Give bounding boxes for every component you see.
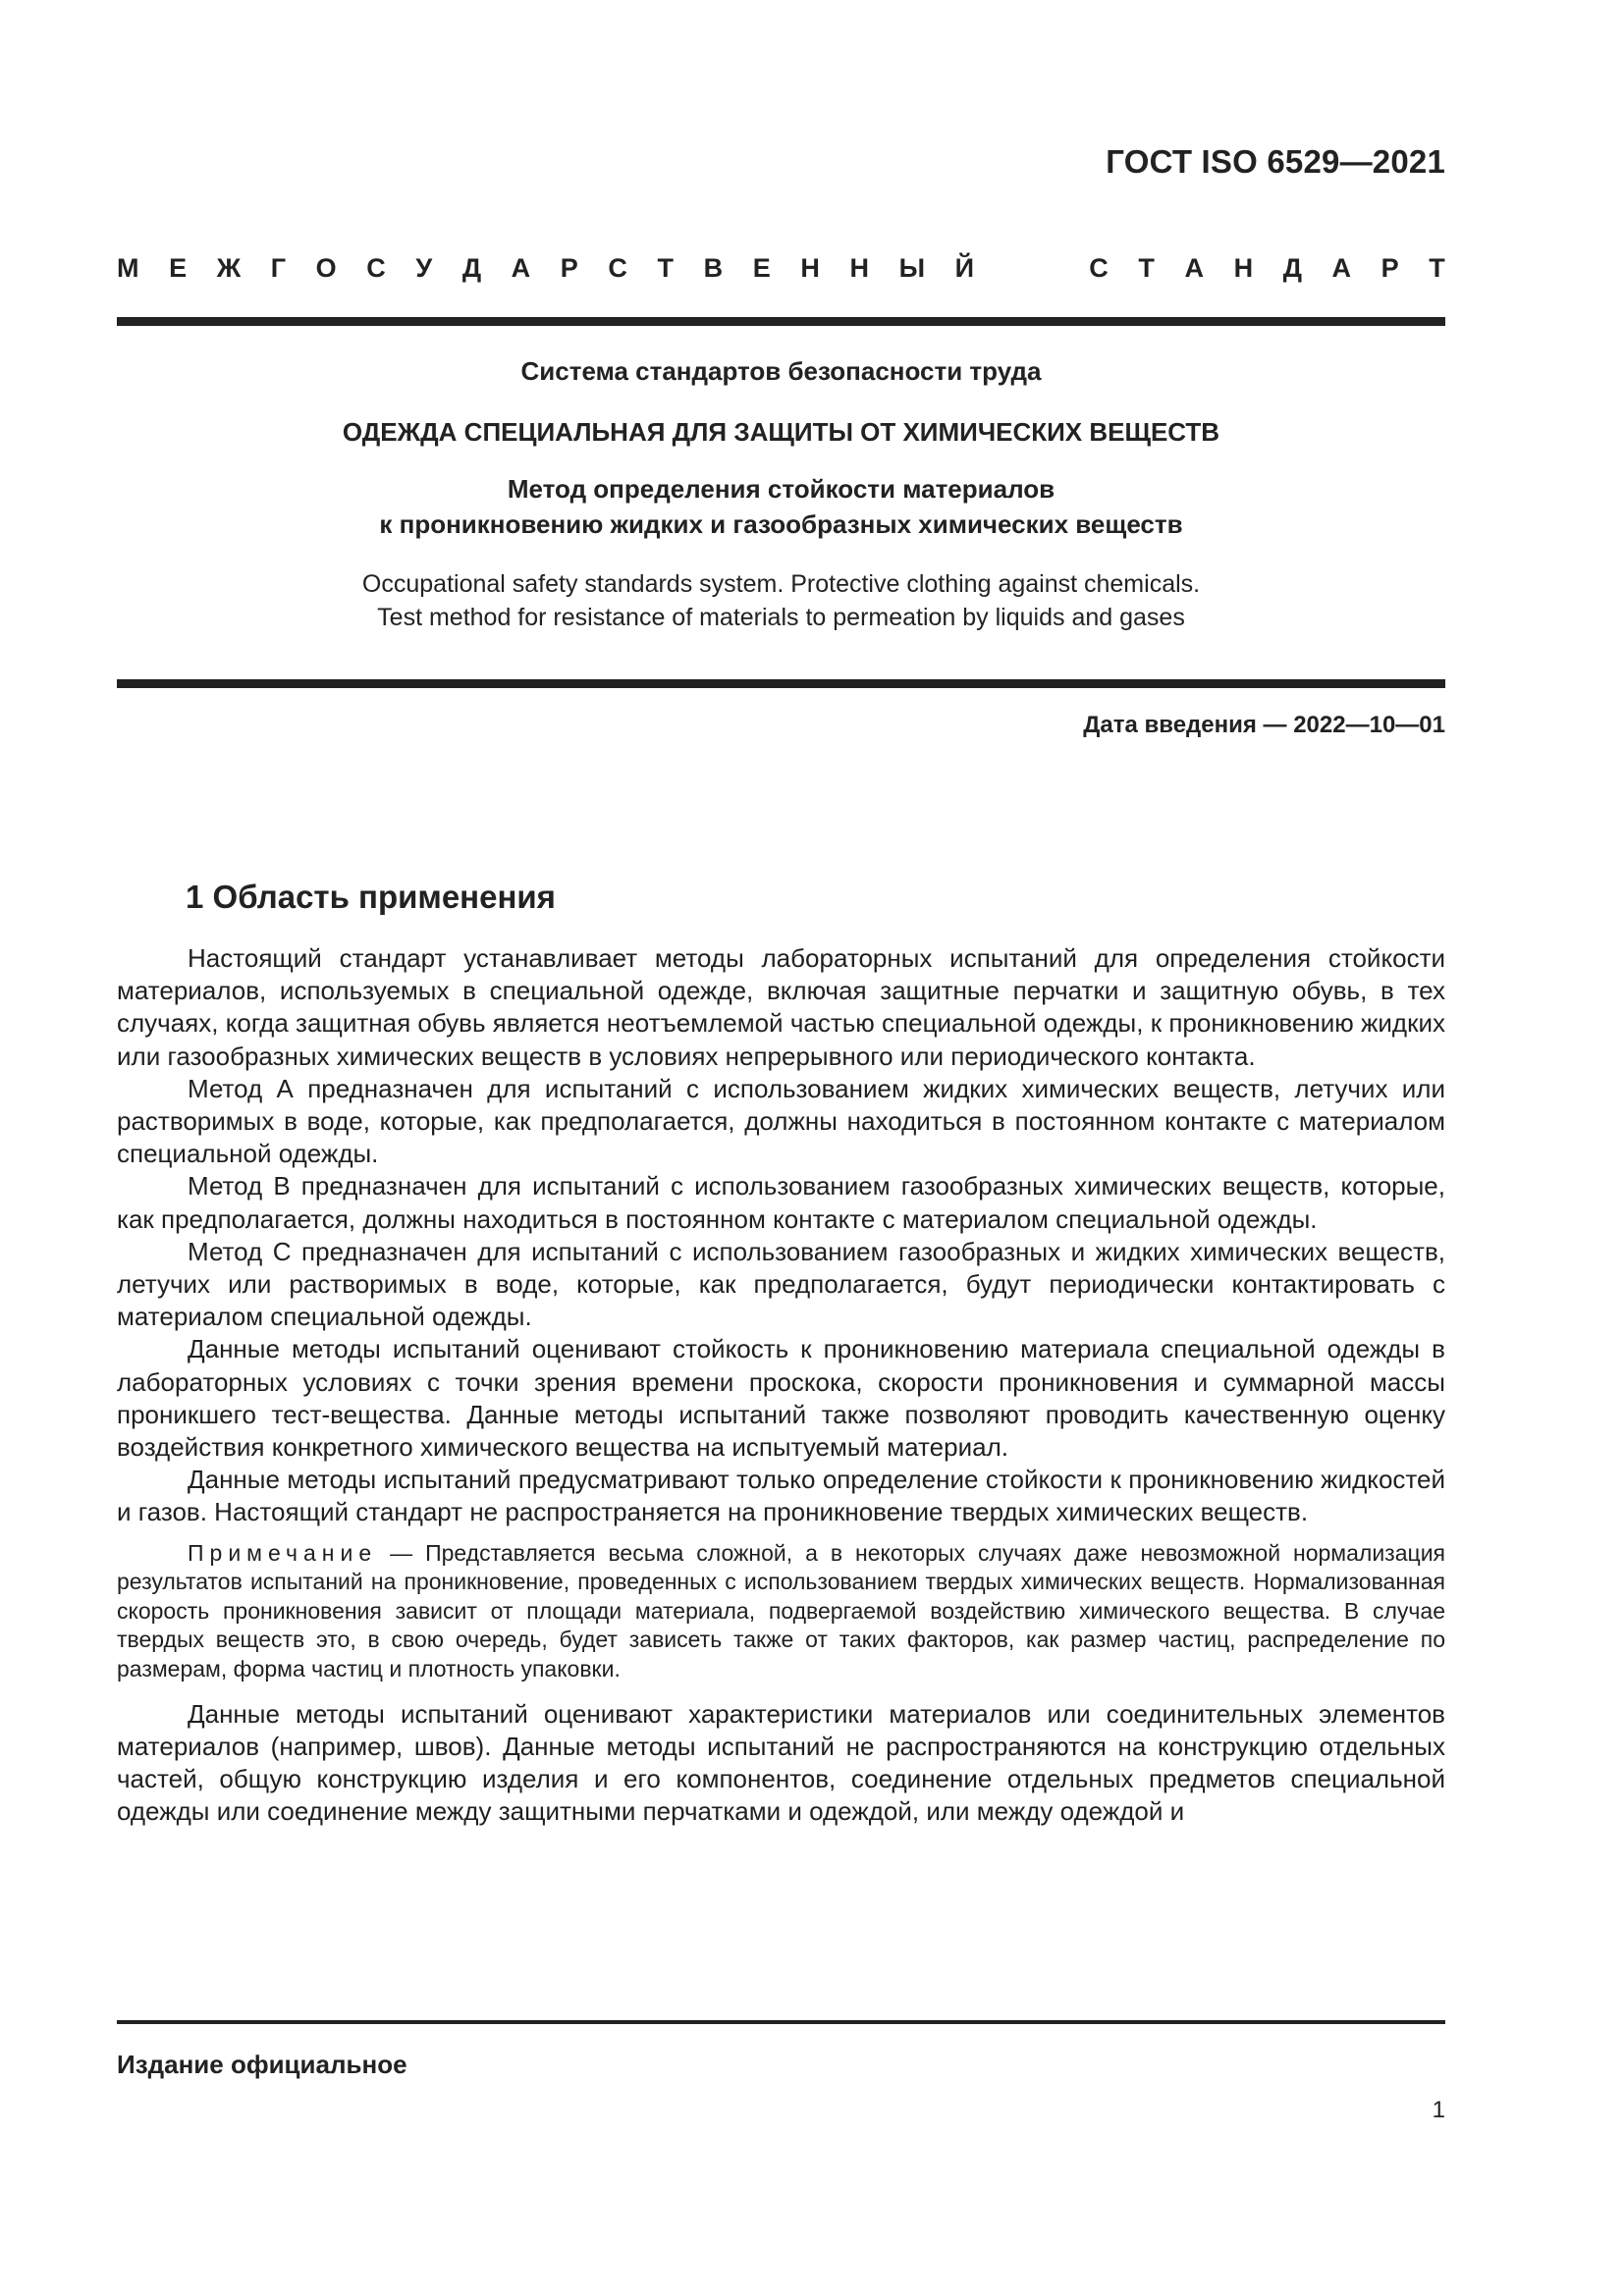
footer-divider (117, 2020, 1445, 2024)
paragraph: Метод А предназначен для испытаний с использованием жидких химических веществ, летучих или растворимых в воде, которые, как предполагается, должны находиться в постоянном контакте с материалом специальной одежды. (117, 1073, 1445, 1169)
heading-letter: С (608, 253, 627, 283)
document-page (117, 0, 1445, 2296)
introduction-date: Дата введения — 2022—10—01 (1083, 712, 1445, 738)
heading-letter: Т (657, 253, 675, 283)
heading-letter: Е (752, 253, 771, 283)
heading-letter: Д (1282, 253, 1302, 283)
heading-letter: Н (849, 253, 869, 283)
note-text: — Представляется весьма сложной, а в некоторых случаях даже невозможной нормализация результатов испытаний на проникновение, проведенных с использованием твердых химических веществ. Нормализованная скорость проникновения зависит от площади материала, подвергаемой воздействию химического вещества. В случае твердых веществ это, в свою очередь, будет зависеть также от таких факторов, как размер частиц, распределение по размерам, форма частиц и плотность упаковки. (117, 1539, 1445, 1682)
heading-letter: С (366, 253, 386, 283)
paragraph: Данные методы испытаний предусматривают только определение стойкости к проникновению жидкостей и газов. Настоящий стандарт не распространяется на проникновение твердых химических веществ. (117, 1465, 1445, 1527)
subtitle-line: к проникновению жидких и газообразных химических веществ (379, 509, 1183, 539)
paragraph: Данные методы испытаний оценивают характеристики материалов или соединительных элементов материалов (например, швов). Данные методы испытаний не распространяются на конструкцию отдельных частей, общую конструкцию изделия и его компонентов, соединение отдельных предметов специальной одежды или соединение между защитными перчатками и одеждой, или между одеждой и (117, 1698, 1445, 1827)
note (117, 1539, 1445, 1684)
standard-type-heading (117, 253, 1445, 284)
heading-letter: Д (461, 253, 482, 283)
heading-letter: О (315, 253, 337, 283)
subtitle (117, 471, 1445, 542)
standards-series-title: Система стандартов безопасности труда (520, 356, 1042, 386)
paragraph: Настоящий стандарт устанавливает методы лабораторных испытаний для определения стойкости материалов, используемых в специальной одежде, включая защитные перчатки и защитную обувь, в тех случаях, когда защитная обувь является неотъемлемой частью специальной одежды, к проникновению жидких или газообразных химических веществ в условиях непрерывного или периодического контакта. (117, 943, 1445, 1071)
heading-letter: С (1089, 253, 1109, 283)
heading-letter: Е (169, 253, 188, 283)
header-divider (117, 317, 1445, 326)
heading-letter: Й (954, 253, 975, 283)
main-title: ОДЕЖДА СПЕЦИАЛЬНАЯ ДЛЯ ЗАЩИТЫ ОТ ХИМИЧЕСКИХ ВЕЩЕСТВ (342, 417, 1220, 447)
paragraph: Метод С предназначен для испытаний с использованием газообразных и жидких химических веществ, летучих или растворимых в воде, которые, как предполагается, будут периодически контактировать с материалом специальной одежды. (117, 1236, 1445, 1332)
subtitle-line: Метод определения стойкости материалов (507, 474, 1056, 504)
heading-letter: Н (800, 253, 820, 283)
heading-letter: В (703, 253, 724, 283)
heading-letter: Р (560, 253, 578, 283)
heading-letter: Ы (898, 253, 926, 283)
note-label: Примечание (188, 1539, 378, 1566)
heading-letter: У (415, 253, 433, 283)
english-title-line: Test method for resistance of materials to permeation by liquids and gases (377, 604, 1185, 631)
heading-letter: Т (1138, 253, 1155, 283)
heading-letter: М (117, 253, 139, 283)
page-number: 1 (1432, 2097, 1445, 2123)
paragraph: Метод В предназначен для испытаний с использованием газообразных химических веществ, которые, как предполагается, должны находиться в постоянном контакте с материалом специальной одежды. (117, 1171, 1445, 1234)
heading-letter: Н (1233, 253, 1254, 283)
document-number: ГОСТ ISO 6529—2021 (1106, 143, 1445, 180)
heading-letter: А (1184, 253, 1204, 283)
section-body (117, 942, 1445, 1828)
heading-letter: Р (1380, 253, 1399, 283)
heading-word-gap (1004, 253, 1059, 284)
heading-letter: Г (270, 253, 287, 283)
heading-letter: А (511, 253, 531, 283)
section-title: 1 Область применения (186, 879, 556, 915)
heading-letter: А (1331, 253, 1352, 283)
title-block (117, 353, 1445, 634)
english-title (117, 567, 1445, 634)
heading-letter: Т (1429, 253, 1445, 283)
edition-label: Издание официальное (117, 2050, 407, 2079)
title-divider (117, 679, 1445, 688)
paragraph: Данные методы испытаний оценивают стойкость к проникновению материала специальной одежды в лабораторных условиях с точки зрения времени проскока, скорости проникновения и суммарной массы проникшего тест-вещества. Данные методы испытаний также позволяют проводить качественную оценку воздействия конкретного химического вещества на испытуемый материал. (117, 1334, 1445, 1463)
english-title-line: Occupational safety standards system. Protective clothing against chemicals. (361, 570, 1201, 598)
heading-letter: Ж (216, 253, 242, 283)
